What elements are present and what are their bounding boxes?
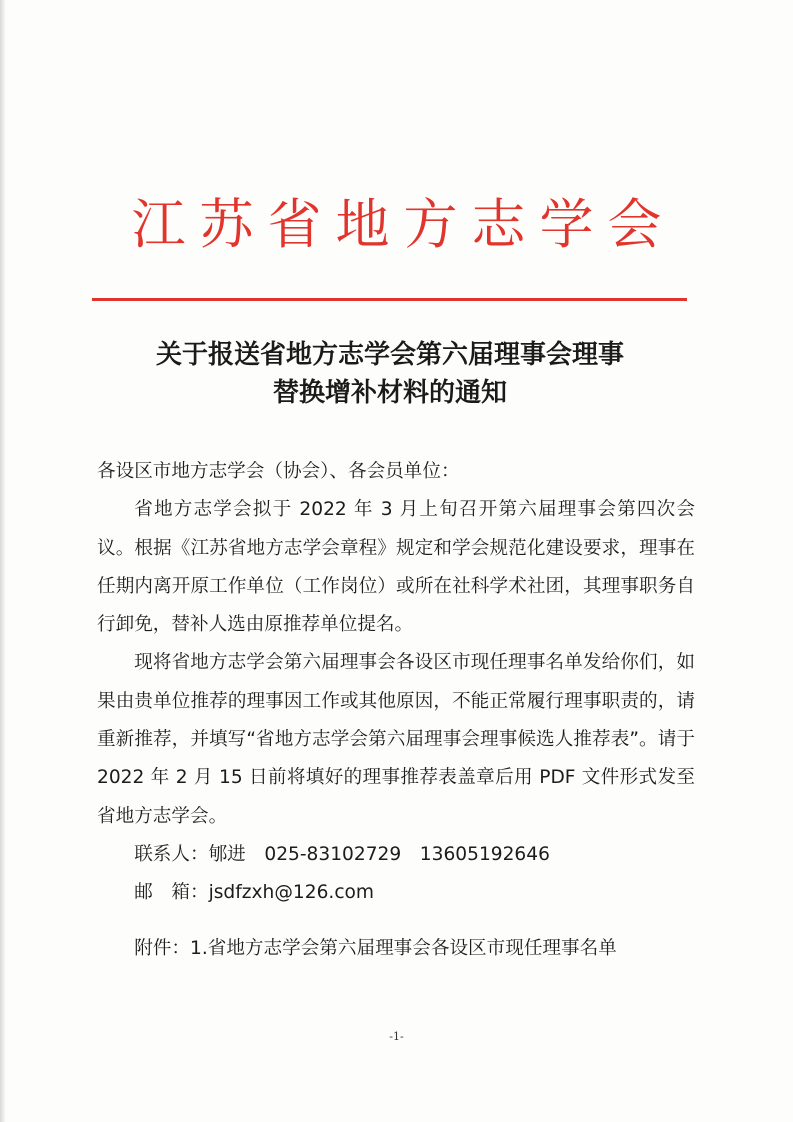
page-number: -1- <box>389 1030 404 1043</box>
document-body <box>97 453 695 968</box>
letterhead-organization: 江苏省地方志学会 <box>131 193 676 256</box>
attachment-item: 1.省地方志学会第六届理事会各设区市现任理事名单 <box>189 937 617 959</box>
contact-email <box>97 874 695 912</box>
contact-email-label: 邮 箱： <box>134 882 209 904</box>
contact-person-label: 联系人： <box>134 843 209 865</box>
contact-email-value: jsdfzxh@126.com <box>208 882 375 904</box>
attachment-line <box>97 930 695 968</box>
salutation: 各设区市地方志学会（协会）、各会员单位： <box>97 461 460 482</box>
attachment-label: 附件： <box>134 937 190 959</box>
scan-edge-shadow <box>0 0 6 1122</box>
document-title-line-1: 关于报送省地方志学会第六届理事会理事 <box>155 340 624 370</box>
contact-person <box>97 836 695 874</box>
body-paragraph-2: 现将省地方志学会第六届理事会各设区市现任理事名单发给你们，如果由贵单位推荐的理事因工作或其他原因，不能正常履行理事职责的，请重新推荐，并填写“省地方志学会第六届理事会理事候选人推荐表”。请于 2022 年 2 月 15 日前将填好的理事推荐表盖章后用 PDF 文件形式发至省地方志学会。 <box>97 652 695 827</box>
body-paragraph-1: 省地方志学会拟于 2022 年 3 月上旬召开第六届理事会第四次会议。根据《江苏省地方志学会章程》规定和学会规范化建设要求，理事在任期内离开原工作单位（工作岗位）或所在社科学术社团，其理事职务自行卸免，替补人选由原推荐单位提名。 <box>97 499 695 636</box>
contact-person-value: 郇进 025-83102729 13605192646 <box>208 843 550 865</box>
letterhead-red-rule <box>92 298 687 301</box>
document-title <box>100 336 680 412</box>
document-title-line-2: 替换增补材料的通知 <box>272 378 507 408</box>
